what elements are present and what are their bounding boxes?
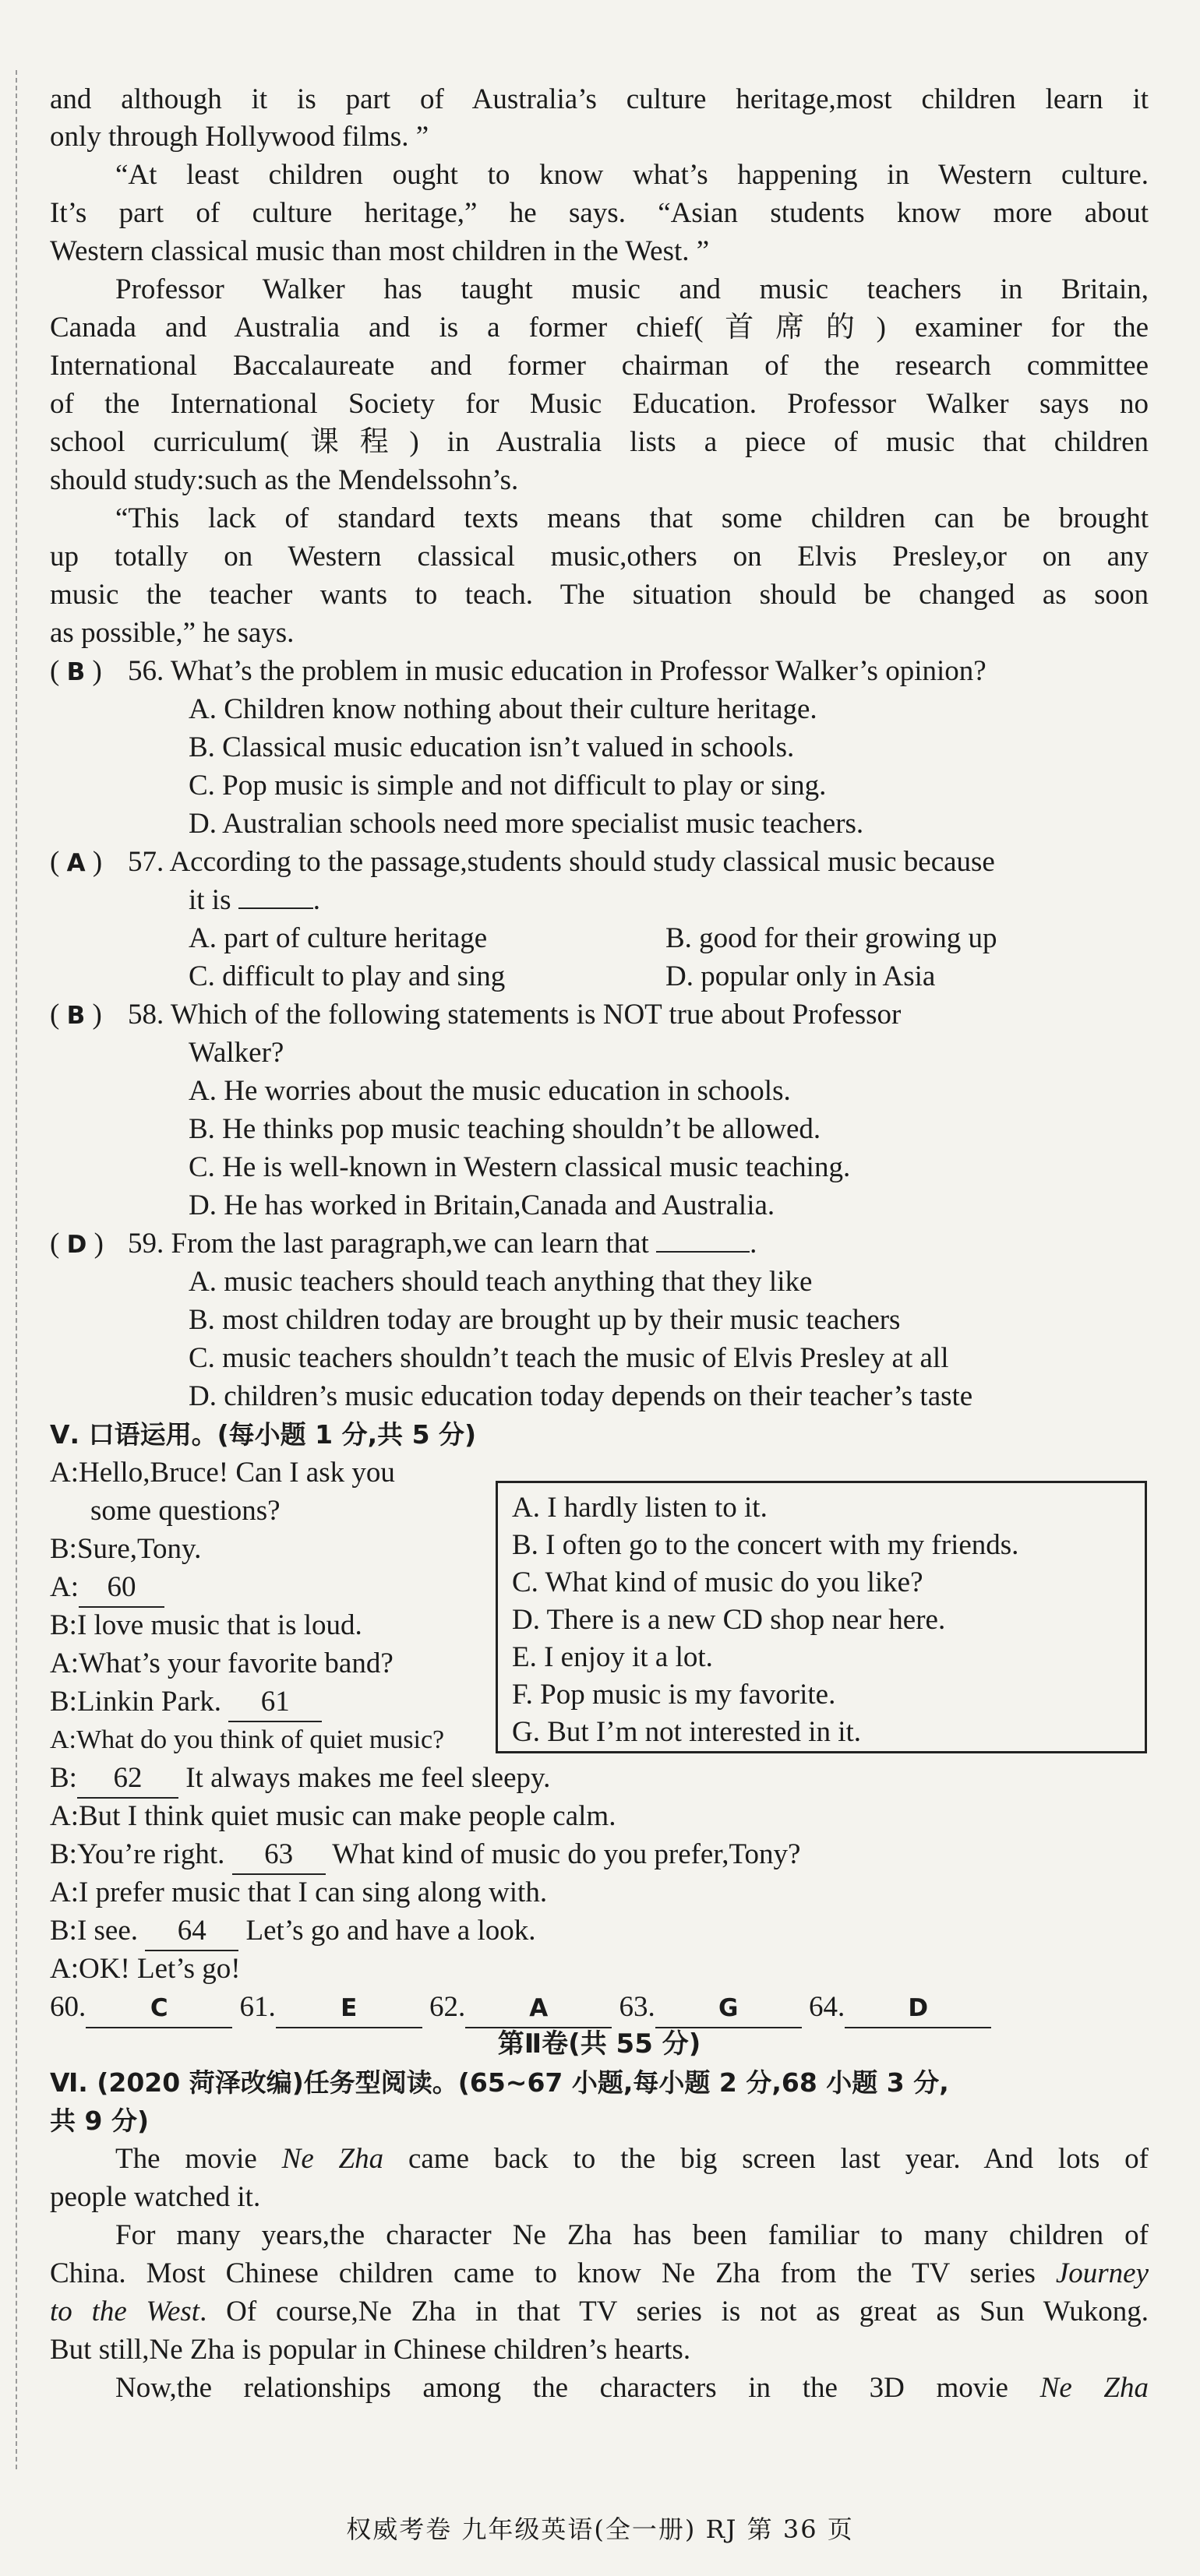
passage-line: International Baccalaureate and former chairman of the research committee: [50, 350, 1149, 382]
box-option-d: D. There is a new CD shop near here.: [512, 1604, 946, 1636]
option-d: D. popular only in Asia: [665, 960, 936, 992]
answer-row: [50, 1989, 991, 2028]
dialogue-line: [50, 1760, 1149, 1799]
passage-line: up totally on Western classical music,others on Elvis Presley,or on any: [50, 541, 1149, 573]
box-option-g: G. But I’m not interested in it.: [512, 1716, 862, 1748]
reading-text: . Of course,Ne Zha in that TV series is not as great as Sun Wukong.: [199, 2296, 1149, 2328]
dialogue-options-box: [496, 1481, 1147, 1753]
answer-62: A: [465, 1989, 612, 2028]
dialogue-line: A:What’s your favorite band?: [50, 1647, 394, 1679]
question-59: [50, 1225, 1149, 1263]
dialogue-line: A:Hello,Bruce! Can I ask you: [50, 1457, 395, 1489]
question-stem-cont: Walker?: [189, 1037, 284, 1069]
passage-line: only through Hollywood films. ”: [50, 121, 429, 153]
dialogue-blank-64: 64: [145, 1912, 238, 1951]
stem-period: .: [750, 1228, 757, 1260]
answer-number: 63.: [619, 1991, 655, 2023]
answer-number: 61.: [239, 1991, 276, 2023]
section-5-title: Ⅴ. 口语运用。(每小题 1 分,共 5 分): [50, 1419, 477, 1450]
dialogue-line: [50, 1836, 1149, 1875]
passage-line: and although it is part of Australia’s culture heritage,most children learn it: [50, 83, 1149, 115]
dialogue-line: A:What do you think of quiet music?: [50, 1725, 445, 1754]
passage-line: “This lack of standard texts means that some children can be brought: [115, 502, 1149, 534]
question-56: [50, 653, 1149, 691]
paren-close: ): [94, 1228, 104, 1260]
option-b: B. good for their growing up: [665, 922, 997, 954]
question-57: [50, 844, 1149, 882]
paren-close: ): [92, 655, 102, 687]
paren-open: (: [50, 999, 60, 1031]
dialogue-text: It always makes me feel sleepy.: [185, 1762, 551, 1794]
reading-text: China. Most Chinese children came to know Ne Zha from the TV series: [50, 2257, 1056, 2289]
part-2-title: 第Ⅱ卷(共 55 分): [497, 2028, 701, 2060]
dialogue-text: B:Linkin Park.: [50, 1686, 221, 1718]
reading-text: The movie: [115, 2143, 282, 2175]
option-d: D. He has worked in Britain,Canada and Australia.: [189, 1189, 775, 1221]
option-a: A. music teachers should teach anything that they like: [189, 1266, 813, 1298]
answer-number: 60.: [50, 1991, 86, 2023]
option-b: B. He thinks pop music teaching shouldn’t be allowed.: [189, 1113, 821, 1145]
reading-line: [50, 2255, 1149, 2292]
paren-open: (: [50, 655, 60, 687]
answer-bracket: [50, 844, 128, 882]
option-c: C. difficult to play and sing: [189, 960, 506, 992]
dialogue-line: [50, 1912, 1149, 1951]
dialogue-text: B:I see.: [50, 1915, 139, 1947]
answer-mark: B: [66, 658, 86, 686]
stem-period: .: [312, 884, 320, 916]
answer-bracket: [50, 1225, 128, 1263]
answer-blank: [656, 1251, 750, 1253]
dialogue-line: B:I love music that is loud.: [50, 1609, 362, 1641]
dialogue-text: Let’s go and have a look.: [245, 1915, 536, 1947]
dialogue-text: What kind of music do you prefer,Tony?: [332, 1838, 801, 1870]
dialogue-line: some questions?: [90, 1495, 281, 1527]
dialogue-line: A:OK! Let’s go!: [50, 1953, 241, 1985]
option-a: A. part of culture heritage: [189, 922, 488, 954]
option-c: C. Pop music is simple and not difficult to play or sing.: [189, 770, 827, 802]
dialogue-text: B:You’re right.: [50, 1838, 225, 1870]
box-option-a: A. I hardly listen to it.: [512, 1492, 768, 1524]
question-58: [50, 996, 1149, 1034]
paren-close: ): [92, 999, 102, 1031]
passage-line: Canada and Australia and is a former chief(首席的) examiner for the: [50, 312, 1149, 344]
reading-line: For many years,the character Ne Zha has been familiar to many children of: [115, 2219, 1149, 2251]
option-a: A. He worries about the music education in schools.: [189, 1075, 791, 1107]
question-stem: 57. According to the passage,students should study classical music because: [128, 846, 995, 878]
option-a: A. Children know nothing about their culture heritage.: [189, 693, 817, 725]
answer-64: D: [845, 1989, 991, 2028]
dialogue-blank-63: 63: [232, 1836, 326, 1875]
passage-line: music the teacher wants to teach. The situation should be changed as soon: [50, 579, 1149, 611]
series-title: to the West: [50, 2296, 200, 2328]
reading-line: [50, 2370, 1149, 2407]
page-footer: 权威考卷 九年级英语(全一册) RJ 第 36 页: [346, 2514, 854, 2544]
dialogue-blank-61: 61: [228, 1683, 322, 1722]
answer-61: E: [276, 1989, 422, 2028]
movie-title: Ne Zha: [281, 2143, 384, 2175]
option-c: C. He is well-known in Western classical music teaching.: [189, 1151, 851, 1183]
answer-bracket: [50, 996, 128, 1034]
passage-line: of the International Society for Music Education. Professor Walker says no: [50, 388, 1149, 420]
passage-line: Professor Walker has taught music and music teachers in Britain,: [115, 273, 1149, 305]
paren-open: (: [50, 1228, 60, 1260]
passage-line: should study:such as the Mendelssohn’s.: [50, 464, 519, 496]
answer-63: G: [655, 1989, 802, 2028]
dialogue-blank-62: 62: [77, 1760, 178, 1799]
question-stem-cont: [189, 882, 320, 919]
speaker: A:: [50, 1571, 79, 1603]
reading-text: came back to the big screen last year. And lots of: [383, 2143, 1149, 2175]
binding-margin-line: [16, 70, 17, 2469]
reading-line: [50, 2293, 1149, 2331]
answer-60: C: [86, 1989, 232, 2028]
speaker: B:: [50, 1762, 77, 1794]
box-option-f: F. Pop music is my favorite.: [512, 1679, 836, 1711]
option-b: B. most children today are brought up by their music teachers: [189, 1304, 901, 1336]
answer-bracket: [50, 653, 128, 691]
box-option-e: E. I enjoy it a lot.: [512, 1641, 713, 1673]
box-option-c: C. What kind of music do you like?: [512, 1566, 923, 1598]
paren-open: (: [50, 846, 60, 878]
question-stem: 59. From the last paragraph,we can learn that: [128, 1228, 649, 1260]
option-d: D. children’s music education today depends on their teacher’s taste: [189, 1380, 973, 1412]
question-stem: 58. Which of the following statements is NOT true about Professor: [128, 999, 902, 1031]
dialogue-blank-60: 60: [79, 1569, 164, 1608]
dialogue-line: A:I prefer music that I can sing along with.: [50, 1876, 548, 1908]
section-6-title: Ⅵ. (2020 菏泽改编)任务型阅读。(65~67 小题,每小题 2 分,68 小题 3 分,: [50, 2067, 949, 2098]
answer-blank: [238, 907, 313, 909]
passage-line: It’s part of culture heritage,” he says. “Asian students know more about: [50, 197, 1149, 229]
passage-line: as possible,” he says.: [50, 617, 295, 649]
reading-line: [50, 2141, 1149, 2178]
reading-line: people watched it.: [50, 2181, 261, 2213]
reading-text: Now,the relationships among the characters in the 3D movie: [115, 2372, 1040, 2404]
answer-mark: B: [66, 1002, 86, 1030]
paren-close: ): [92, 846, 103, 878]
passage-line: school curriculum(课程) in Australia lists a piece of music that children: [50, 426, 1149, 458]
answer-number: 62.: [429, 1991, 466, 2023]
dialogue-line: A:But I think quiet music can make people calm.: [50, 1800, 616, 1832]
movie-title: Ne Zha: [1039, 2372, 1149, 2404]
section-6-title-cont: 共 9 分): [50, 2106, 150, 2136]
stem-text: it is: [189, 884, 231, 916]
passage-line: “At least children ought to know what’s happening in Western culture.: [115, 159, 1149, 191]
option-c: C. music teachers shouldn’t teach the music of Elvis Presley at all: [189, 1342, 949, 1374]
option-b: B. Classical music education isn’t valued in schools.: [189, 731, 795, 763]
box-option-b: B. I often go to the concert with my friends.: [512, 1529, 1019, 1561]
question-stem: 56. What’s the problem in music education in Professor Walker’s opinion?: [128, 655, 986, 687]
answer-mark: A: [66, 849, 86, 877]
passage-line: Western classical music than most children in the West. ”: [50, 235, 710, 267]
answer-number: 64.: [809, 1991, 845, 2023]
dialogue-line: B:Sure,Tony.: [50, 1533, 202, 1565]
option-d: D. Australian schools need more specialist music teachers.: [189, 808, 864, 840]
answer-mark: D: [66, 1231, 87, 1259]
reading-line: But still,Ne Zha is popular in Chinese children’s hearts.: [50, 2334, 691, 2366]
series-title: Journey: [1055, 2257, 1149, 2289]
